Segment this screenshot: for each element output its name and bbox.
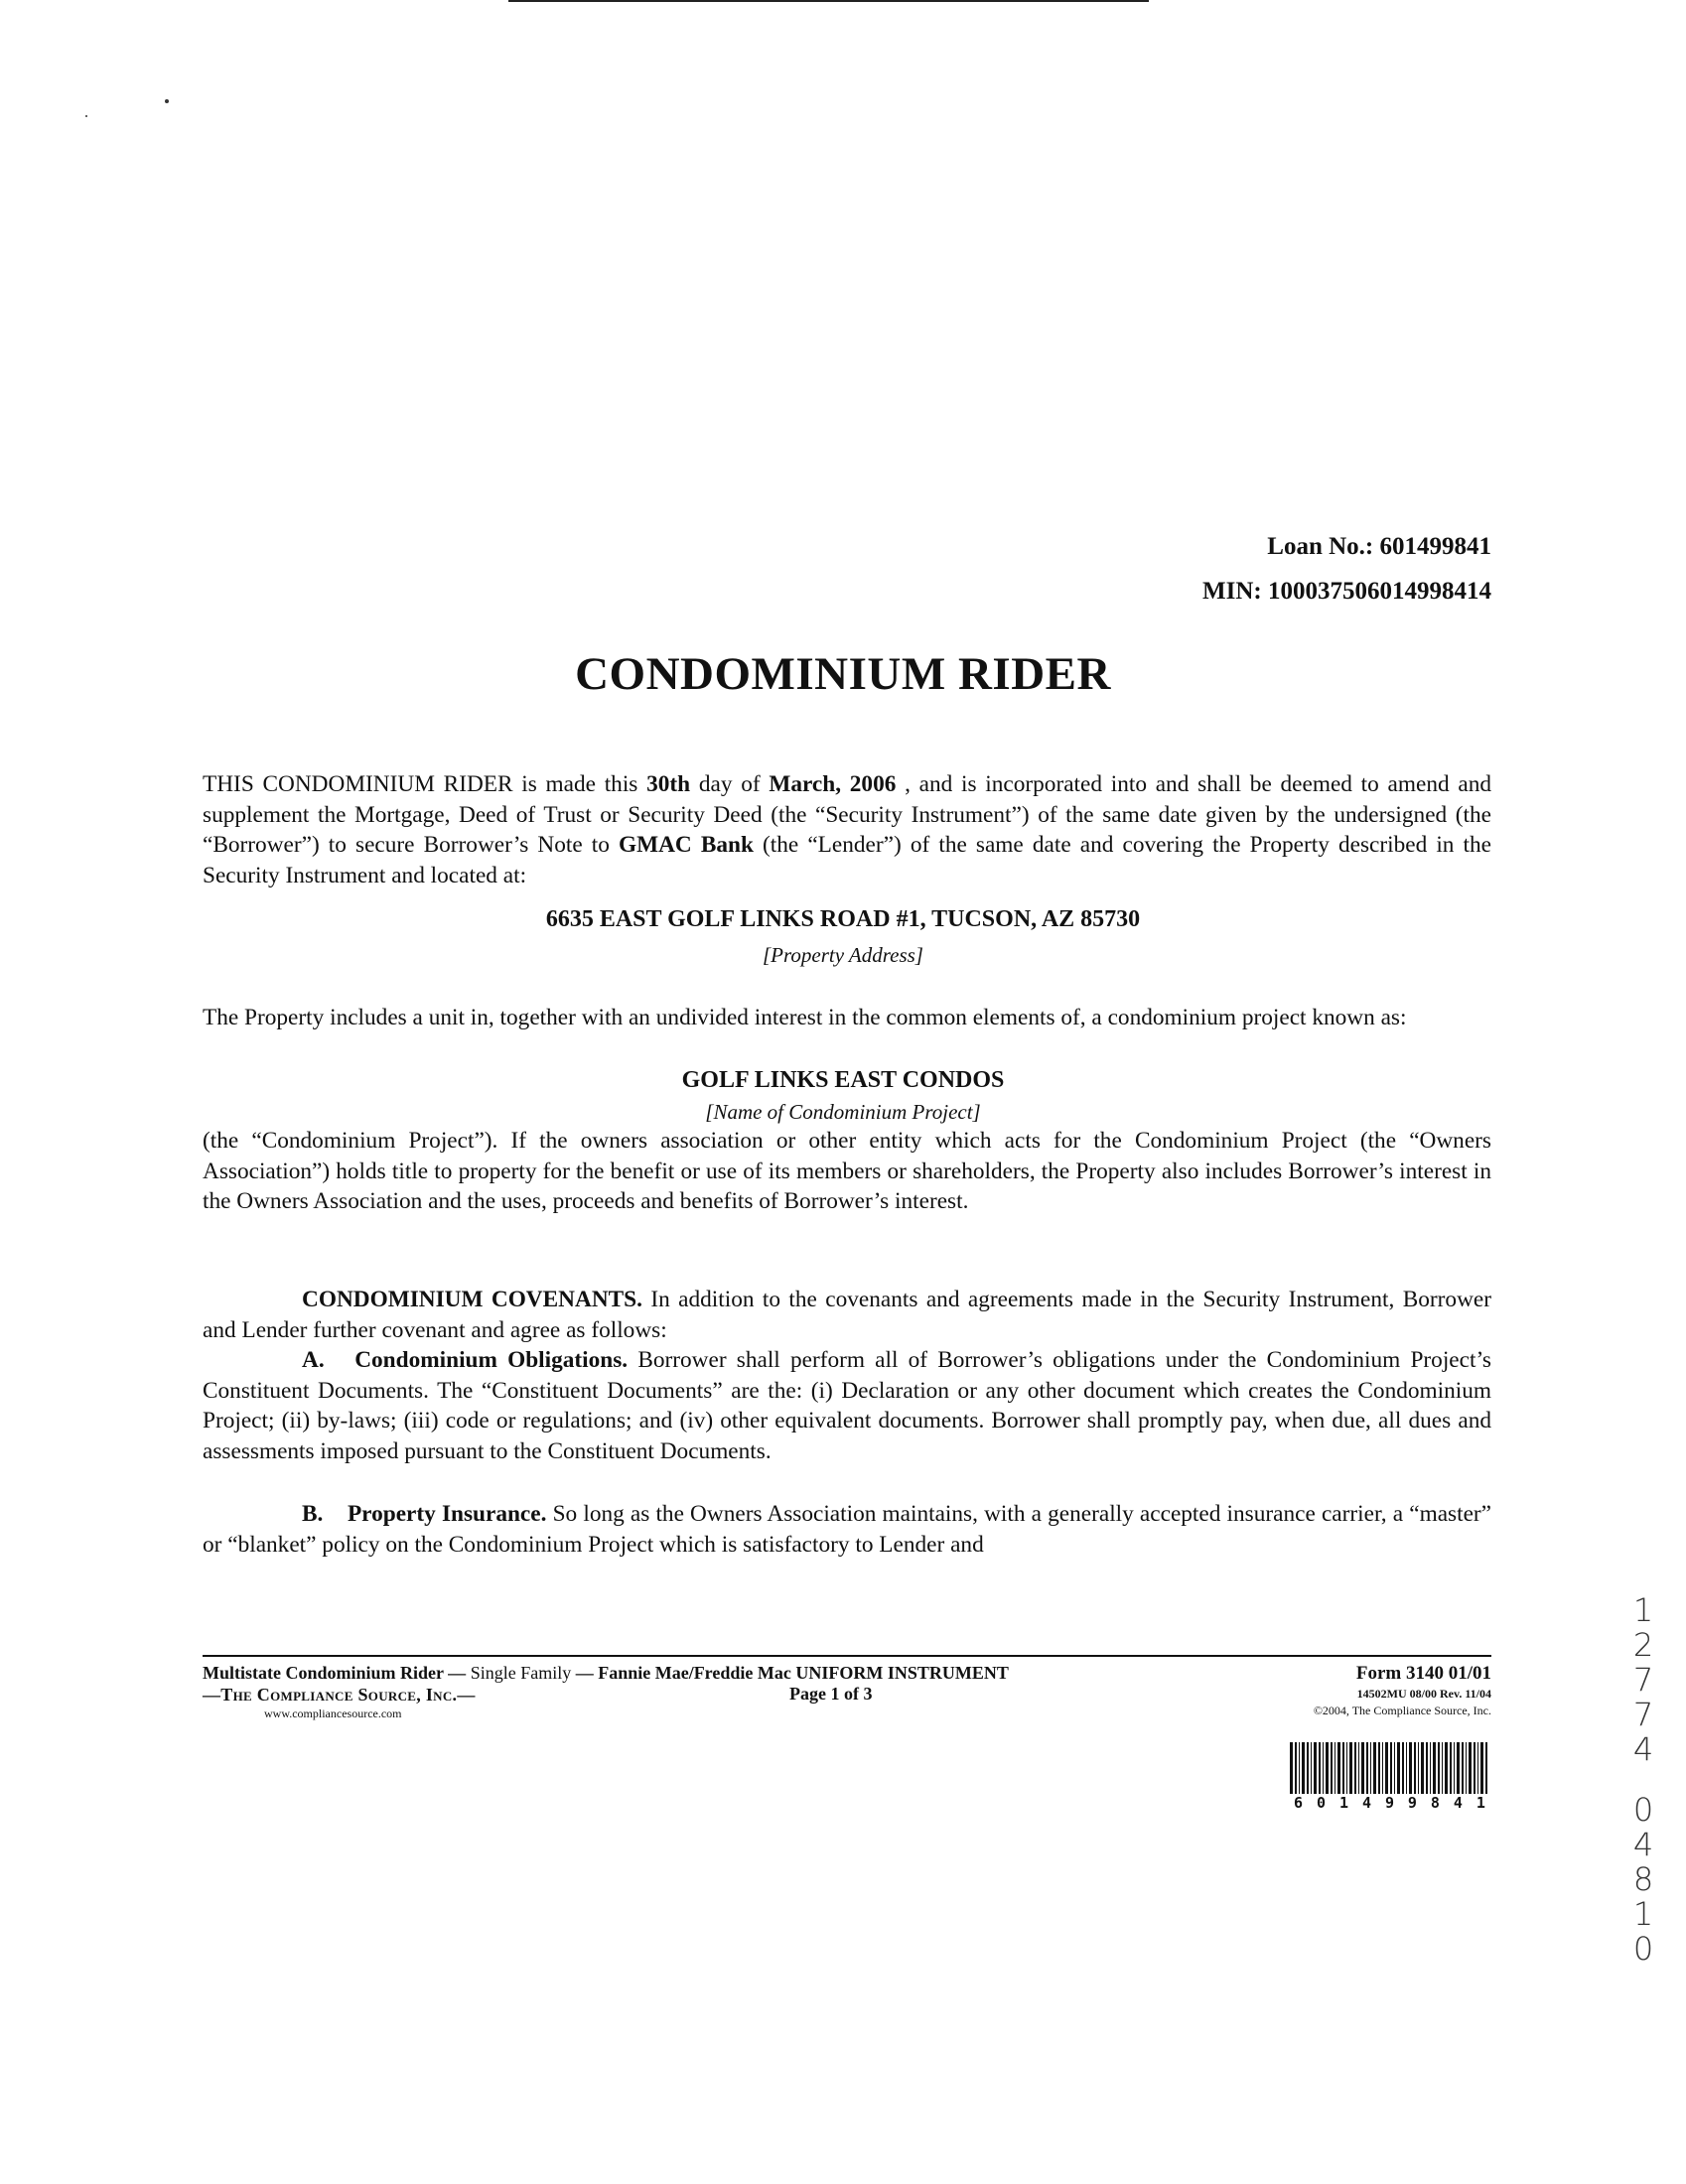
barcode-bar — [1485, 1742, 1487, 1794]
barcode-bar — [1299, 1742, 1300, 1794]
barcode-bar — [1418, 1742, 1419, 1794]
barcode-bar — [1454, 1742, 1455, 1794]
intro-text-4: (the “Lender”) of the same date and covering the Property described in the Security Instrument and located at: — [203, 832, 1491, 888]
section-b-text: So long as the Owners Association maintains, with a generally accepted insurance carrier, a “master” or “blanket” policy on the Condominium Project which is satisfactory to Lender and — [203, 1501, 1492, 1558]
barcode-bar — [1385, 1742, 1388, 1794]
form-revision: 14502MU 08/00 Rev. 11/04 — [1356, 1687, 1491, 1701]
section-a-letter: A. — [302, 1347, 325, 1373]
barcode-bar — [1477, 1742, 1478, 1794]
project-name: GOLF LINKS EAST CONDOS — [681, 1067, 1005, 1093]
footer-line1-a: Multistate Condominium Rider — — [203, 1663, 467, 1683]
document-title: CONDOMINIUM RIDER — [575, 648, 1111, 700]
barcode-bar — [1426, 1742, 1428, 1794]
margin-stamp-digit: 2 — [1632, 1626, 1654, 1664]
scan-speck — [85, 115, 87, 117]
barcode-bar — [1445, 1742, 1448, 1794]
section-b-heading: Property Insurance. — [347, 1501, 547, 1527]
barcode-bar — [1474, 1742, 1475, 1794]
margin-stamp-digit: 7 — [1632, 1661, 1654, 1699]
intro-text-2: day of — [698, 771, 761, 797]
barcode-bar — [1469, 1742, 1472, 1794]
barcode-bar — [1314, 1742, 1317, 1794]
covenants-paragraph — [203, 1285, 1491, 1345]
barcode-bar — [1462, 1742, 1464, 1794]
loan-label: Loan No.: — [1267, 533, 1374, 560]
footer-rule — [203, 1655, 1491, 1657]
section-a-paragraph — [203, 1345, 1491, 1466]
min-label: MIN: — [1202, 578, 1262, 605]
footer-line1-c: — Fannie Mae/Freddie Mac UNIFORM INSTRUMENT — [575, 1663, 1009, 1683]
barcode-bar — [1382, 1742, 1383, 1794]
section-a-heading: Condominium Obligations. — [354, 1347, 629, 1373]
barcode-bar — [1331, 1742, 1333, 1794]
scan-speck — [165, 99, 169, 103]
barcode-bar — [1323, 1742, 1324, 1794]
barcode-bar — [1337, 1742, 1340, 1794]
footer-right — [1314, 1662, 1491, 1718]
project-name-caption: [Name of Condominium Project] — [705, 1100, 981, 1124]
barcode-bar — [1354, 1742, 1356, 1794]
intro-text-1: THIS CONDOMINIUM RIDER is made this — [203, 771, 638, 797]
lender-name: GMAC Bank — [618, 832, 754, 858]
margin-stamp — [1628, 1593, 1658, 1967]
footer-company: —The Compliance Source, Inc.— — [203, 1685, 476, 1705]
barcode-bar — [1438, 1742, 1440, 1794]
top-scan-rule — [508, 0, 1149, 2]
footer-line1-b: Single Family — [470, 1663, 572, 1683]
barcode-bar — [1457, 1742, 1460, 1794]
barcode-bar — [1311, 1742, 1312, 1794]
loan-number: 601499841 — [1379, 533, 1491, 560]
barcode-bar — [1397, 1742, 1400, 1794]
margin-stamp-digit: 8 — [1632, 1860, 1654, 1898]
barcode-digit: 1 — [1338, 1794, 1348, 1812]
barcode-bar — [1370, 1742, 1371, 1794]
section-a-text: Borrower shall perform all of Borrower’s obligations under the Condominium Project’s Constituent Documents. The “Constituent Documents” are the: (i) Declaration or any other document which creates the Condominium Project; (ii) by-laws; (iii) code or regulations; and (iv) other equivalent documents. Borrower shall promptly pay, when due, all dues and assessments imposed pursuant to the Constituent Documents. — [203, 1347, 1491, 1464]
page-number: Page 1 of 3 — [789, 1684, 873, 1704]
section-b-paragraph — [203, 1499, 1491, 1560]
barcode-bar — [1378, 1742, 1380, 1794]
barcode-bar — [1406, 1742, 1407, 1794]
barcode-bar — [1373, 1742, 1376, 1794]
covenants-heading: CONDOMINIUM COVENANTS. — [302, 1287, 642, 1312]
barcode-digit: 1 — [1475, 1794, 1485, 1812]
min-line — [1202, 569, 1491, 614]
intro-paragraph — [203, 769, 1491, 890]
footer-left — [203, 1662, 1009, 1721]
barcode-bar — [1346, 1742, 1347, 1794]
barcode-bar — [1302, 1742, 1305, 1794]
barcode-digit: 9 — [1384, 1794, 1394, 1812]
margin-stamp-digit: 1 — [1632, 1895, 1654, 1933]
margin-stamp-digit: 0 — [1632, 1791, 1654, 1829]
barcode-bar — [1349, 1742, 1352, 1794]
barcode-bar — [1450, 1742, 1452, 1794]
margin-stamp-digit: 4 — [1632, 1826, 1654, 1863]
rider-date: March, 2006 — [769, 771, 897, 797]
barcode-bar — [1307, 1742, 1309, 1794]
barcode-bar — [1433, 1742, 1436, 1794]
margin-stamp-digit: 1 — [1632, 1591, 1654, 1629]
property-address: 6635 EAST GOLF LINKS ROAD #1, TUCSON, AZ 85730 — [545, 906, 1141, 932]
barcode — [1288, 1742, 1491, 1794]
barcode-bar — [1390, 1742, 1392, 1794]
margin-stamp-digit: 0 — [1632, 1930, 1654, 1968]
barcode-digit: 4 — [1453, 1794, 1463, 1812]
barcode-bar — [1295, 1742, 1297, 1794]
loan-info — [1202, 524, 1491, 614]
barcode-digits — [1288, 1794, 1491, 1812]
intro-text-3: , and is incorporated into and shall be deemed to amend and supplement the Mortgage, Deed of Trust or Security Deed (the “Security Instrument”) of the same date given by the undersigned (the “Borrower”) to secure Borrower’s Note to — [203, 771, 1491, 858]
barcode-bar — [1421, 1742, 1424, 1794]
barcode-bar — [1358, 1742, 1359, 1794]
margin-stamp-digit: 4 — [1632, 1730, 1654, 1768]
barcode-bar — [1402, 1742, 1404, 1794]
barcode-bar — [1366, 1742, 1368, 1794]
barcode-bar — [1409, 1742, 1412, 1794]
margin-stamp-digit: 7 — [1632, 1696, 1654, 1733]
barcode-digit: 8 — [1430, 1794, 1440, 1812]
section-b-letter: B. — [302, 1501, 324, 1527]
barcode-digit: 4 — [1361, 1794, 1371, 1812]
barcode-bar — [1290, 1742, 1293, 1794]
barcode-digit: 9 — [1407, 1794, 1417, 1812]
barcode-bar — [1342, 1742, 1344, 1794]
barcode-digit: 0 — [1316, 1794, 1327, 1812]
barcode-bar — [1361, 1742, 1364, 1794]
barcode-bar — [1394, 1742, 1395, 1794]
barcode-digit: 6 — [1294, 1794, 1304, 1812]
form-number: Form 3140 01/01 — [1355, 1663, 1491, 1684]
barcode-bar — [1442, 1742, 1443, 1794]
barcode-bar — [1480, 1742, 1483, 1794]
barcode-bar — [1319, 1742, 1321, 1794]
footer-website: www.compliancesource.com — [264, 1706, 402, 1720]
footer-form-description — [203, 1662, 1009, 1684]
barcode-bar — [1466, 1742, 1467, 1794]
rider-day: 30th — [646, 771, 691, 797]
barcode-bar — [1414, 1742, 1416, 1794]
barcode-bar — [1326, 1742, 1329, 1794]
unit-paragraph: The Property includes a unit in, together with an undivided interest in the common elements of, a condominium project known as: — [203, 1005, 1407, 1030]
covenants-text: In addition to the covenants and agreements made in the Security Instrument, Borrower and Lender further covenant and agree as follows: — [203, 1287, 1491, 1343]
project-paragraph: (the “Condominium Project”). If the owners association or other entity which acts for the Condominium Project (the “Owners Association”) holds title to property for the benefit or use of its members or shareholders, the Property also includes Borrower’s interest in the Owners Association and the uses, proceeds and benefits of Borrower’s interest. — [203, 1128, 1491, 1214]
loan-number-line — [1202, 524, 1491, 569]
barcode-bar — [1430, 1742, 1431, 1794]
property-address-caption: [Property Address] — [763, 943, 923, 967]
min-number: 100037506014998414 — [1268, 578, 1491, 605]
footer-copyright: ©2004, The Compliance Source, Inc. — [1313, 1704, 1491, 1717]
